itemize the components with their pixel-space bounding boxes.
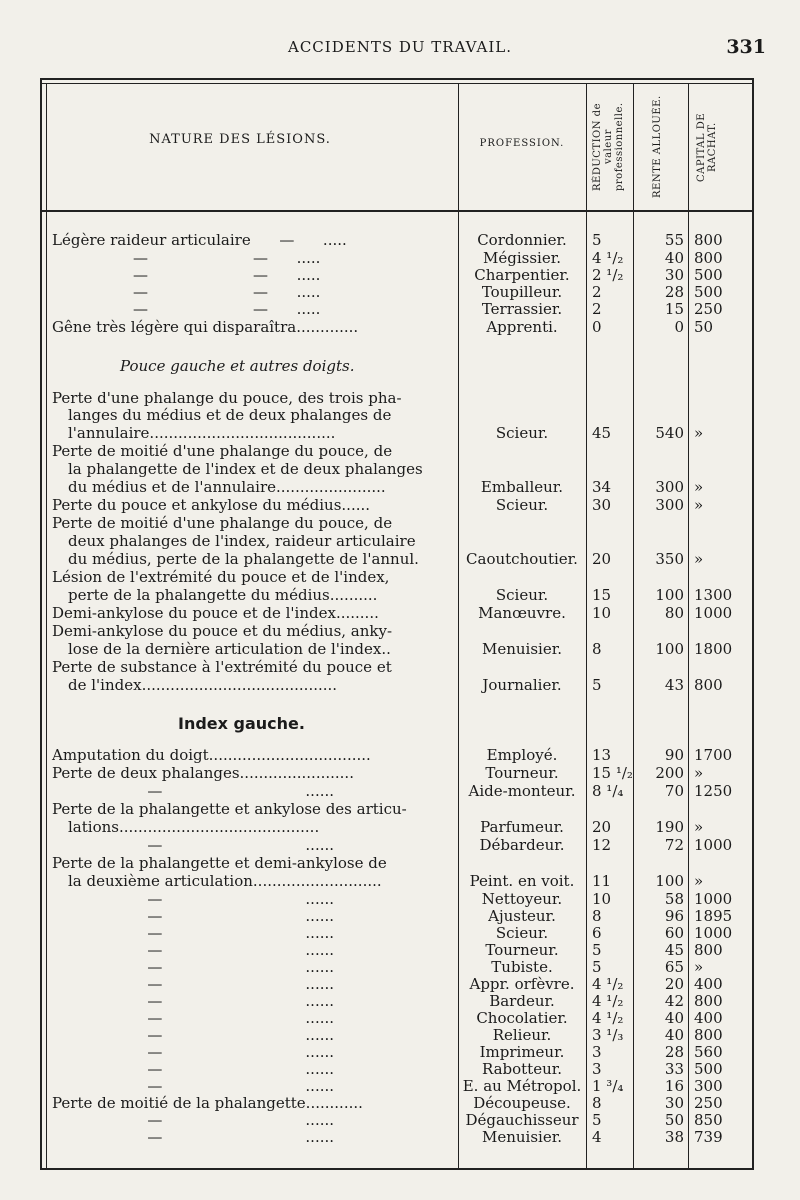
- lesion-text: Perte de moitié de la phalangette............: [52, 1094, 363, 1112]
- capital-cell: 800: [694, 941, 723, 959]
- lesion-text: Perte de deux phalanges........................: [52, 764, 354, 782]
- rente-cell: 20: [664, 975, 684, 993]
- lesion-text: Perte de la phalangette et demi-ankylose de: [52, 854, 387, 872]
- reduction-cell: 30: [592, 496, 612, 514]
- capital-cell: 1800: [694, 640, 733, 658]
- column-header-reduction: RÉDUCTION de valeur professionnelle.: [592, 102, 625, 192]
- capital-cell: 800: [694, 1026, 723, 1044]
- profession-cell: Caoutchoutier.: [466, 550, 578, 568]
- profession-cell: Chocolatier.: [476, 1009, 568, 1027]
- lesion-text: perte de la phalangette du médius..........: [68, 586, 378, 604]
- running-title: ACCIDENTS DU TRAVAIL.: [288, 38, 512, 56]
- reduction-cell: 0: [592, 318, 602, 336]
- lesion-text: — ......: [52, 992, 335, 1010]
- column-rule-profession: [586, 83, 587, 1168]
- capital-cell: »: [694, 478, 704, 496]
- column-rule-nature: [458, 83, 459, 1168]
- capital-cell: »: [694, 424, 704, 442]
- profession-cell: Terrassier.: [481, 300, 563, 318]
- profession-cell: Scieur.: [495, 586, 549, 604]
- capital-cell: 1300: [694, 586, 733, 604]
- lesion-text: — ......: [52, 1077, 335, 1095]
- capital-cell: 1700: [694, 746, 733, 764]
- lesion-text: Demi-ankylose du pouce et du médius, anky-: [52, 622, 393, 640]
- lesion-text: — ......: [52, 1043, 335, 1061]
- rente-cell: 45: [664, 941, 684, 959]
- reduction-cell: 11: [592, 872, 612, 890]
- profession-cell: Nettoyeur.: [481, 890, 563, 908]
- profession-cell: Employé.: [486, 746, 558, 764]
- lesion-text: Lésion de l'extrémité du pouce et de l'index,: [52, 568, 390, 586]
- capital-cell: »: [694, 958, 704, 976]
- rente-cell: 540: [655, 424, 684, 442]
- reduction-cell: 1 ³/₄: [592, 1077, 624, 1095]
- capital-cell: »: [694, 496, 704, 514]
- reduction-cell: 13: [592, 746, 612, 764]
- lesion-text: — ......: [52, 907, 335, 925]
- lesion-text: Gêne très légère qui disparaîtra.............: [52, 318, 359, 336]
- capital-cell: »: [694, 872, 704, 890]
- profession-cell: Tourneur.: [485, 764, 559, 782]
- column-header-nature: NATURE DES LÉSIONS.: [149, 132, 331, 147]
- rente-cell: 300: [655, 496, 684, 514]
- column-header-rente: RENTE ALLOUÉE.: [652, 95, 663, 199]
- profession-cell: Relieur.: [492, 1026, 552, 1044]
- profession-cell: Aide-monteur.: [468, 782, 576, 800]
- lesion-text: — ......: [52, 836, 335, 854]
- reduction-cell: 4: [592, 1128, 602, 1146]
- capital-cell: »: [694, 818, 704, 836]
- profession-cell: Menuisier.: [481, 640, 563, 658]
- lesion-text: Perte de substance à l'extrémité du pouce et: [52, 658, 392, 676]
- rente-cell: 100: [655, 640, 684, 658]
- profession-cell: Tubiste.: [491, 958, 553, 976]
- capital-cell: 400: [694, 1009, 723, 1027]
- reduction-cell: 45: [592, 424, 612, 442]
- reduction-cell: 10: [592, 604, 612, 622]
- profession-cell: Rabotteur.: [481, 1060, 563, 1078]
- capital-cell: 560: [694, 1043, 723, 1061]
- profession-cell: Ajusteur.: [488, 907, 556, 925]
- capital-cell: 50: [694, 318, 714, 336]
- rente-cell: 0: [674, 318, 684, 336]
- rente-cell: 16: [664, 1077, 684, 1095]
- column-rule-rente: [688, 83, 689, 1168]
- lesion-text: Perte du pouce et ankylose du médius......: [52, 496, 371, 514]
- profession-cell: Parfumeur.: [480, 818, 564, 836]
- reduction-cell: 10: [592, 890, 612, 908]
- lesion-text: — ......: [52, 975, 335, 993]
- profession-cell: Débardeur.: [479, 836, 565, 854]
- rente-cell: 15: [664, 300, 684, 318]
- section-heading: Pouce gauche et autres doigts.: [120, 357, 355, 375]
- lesion-text: — ......: [52, 1111, 335, 1129]
- reduction-cell: 3 ¹/₃: [592, 1026, 624, 1044]
- lesion-text: deux phalanges de l'index, raideur articulaire: [68, 532, 416, 550]
- rente-cell: 40: [664, 1009, 684, 1027]
- reduction-cell: 4 ¹/₂: [592, 992, 624, 1010]
- rente-cell: 190: [655, 818, 684, 836]
- lesion-text: — ......: [52, 924, 335, 942]
- profession-cell: Imprimeur.: [479, 1043, 565, 1061]
- reduction-cell: 5: [592, 1111, 602, 1129]
- reduction-cell: 3: [592, 1043, 602, 1061]
- profession-cell: Journalier.: [482, 676, 562, 694]
- capital-cell: 800: [694, 249, 723, 267]
- capital-cell: 850: [694, 1111, 723, 1129]
- rente-cell: 28: [664, 283, 684, 301]
- reduction-cell: 6: [592, 924, 602, 942]
- reduction-cell: 4 ¹/₂: [592, 1009, 624, 1027]
- capital-cell: 1000: [694, 890, 733, 908]
- profession-cell: Bardeur.: [489, 992, 555, 1010]
- lesion-text: Perte de moitié d'une phalange du pouce, de: [52, 514, 393, 532]
- section-heading: Index gauche.: [178, 714, 305, 733]
- capital-cell: 800: [694, 676, 723, 694]
- rente-cell: 55: [664, 231, 684, 249]
- reduction-cell: 5: [592, 958, 602, 976]
- rente-cell: 90: [664, 746, 684, 764]
- reduction-cell: 20: [592, 818, 612, 836]
- profession-cell: Dégauchisseur: [465, 1111, 579, 1129]
- reduction-cell: 5: [592, 941, 602, 959]
- capital-cell: 1250: [694, 782, 733, 800]
- lesion-text: la phalangette de l'index et de deux phalanges: [68, 460, 423, 478]
- reduction-cell: 3: [592, 1060, 602, 1078]
- profession-cell: Manœuvre.: [478, 604, 566, 622]
- lesion-text: Demi-ankylose du pouce et de l'index.........: [52, 604, 379, 622]
- lesion-text: lose de la dernière articulation de l'index..: [68, 640, 391, 658]
- lesion-text: Perte d'une phalange du pouce, des trois pha-: [52, 389, 402, 407]
- running-head: [0, 38, 800, 62]
- rente-cell: 33: [664, 1060, 684, 1078]
- profession-cell: Scieur.: [495, 924, 549, 942]
- profession-cell: Emballeur.: [480, 478, 564, 496]
- reduction-cell: 34: [592, 478, 612, 496]
- profession-cell: Tourneur.: [485, 941, 559, 959]
- reduction-cell: 4 ¹/₂: [592, 249, 624, 267]
- profession-cell: Découpeuse.: [473, 1094, 571, 1112]
- lesion-text: — — .....: [52, 266, 321, 284]
- capital-cell: 1000: [694, 836, 733, 854]
- lesion-text: — — .....: [52, 249, 321, 267]
- reduction-cell: 8: [592, 907, 602, 925]
- column-header-capital: CAPITAL DE RACHAT.: [696, 112, 718, 182]
- rente-cell: 100: [655, 586, 684, 604]
- rente-cell: 65: [664, 958, 684, 976]
- lesion-text: — ......: [52, 958, 335, 976]
- reduction-cell: 5: [592, 231, 602, 249]
- rente-cell: 350: [655, 550, 684, 568]
- lesion-text: — — .....: [52, 300, 321, 318]
- rente-cell: 70: [664, 782, 684, 800]
- rente-cell: 80: [664, 604, 684, 622]
- profession-cell: Charpentier.: [474, 266, 570, 284]
- capital-cell: 1895: [694, 907, 733, 925]
- reduction-cell: 8 ¹/₄: [592, 782, 624, 800]
- rente-cell: 38: [664, 1128, 684, 1146]
- capital-cell: »: [694, 764, 704, 782]
- lesion-text: — ......: [52, 1128, 335, 1146]
- profession-cell: Scieur.: [495, 424, 549, 442]
- lesion-text: l'annulaire.......................................: [68, 424, 336, 442]
- capital-cell: 400: [694, 975, 723, 993]
- lesion-text: lations..........................................: [68, 818, 320, 836]
- capital-cell: 300: [694, 1077, 723, 1095]
- profession-cell: Mégissier.: [483, 249, 561, 267]
- reduction-cell: 15: [592, 586, 612, 604]
- capital-cell: 1000: [694, 924, 733, 942]
- profession-cell: Cordonnier.: [477, 231, 567, 249]
- lesion-text: Perte de moitié d'une phalange du pouce, de: [52, 442, 393, 460]
- profession-cell: Apprenti.: [486, 318, 558, 336]
- lesion-text: — ......: [52, 890, 335, 908]
- profession-cell: Menuisier.: [481, 1128, 563, 1146]
- reduction-cell: 8: [592, 1094, 602, 1112]
- lesion-text: — ......: [52, 782, 335, 800]
- profession-cell: Scieur.: [495, 496, 549, 514]
- lesion-text: du médius et de l'annulaire.......................: [68, 478, 386, 496]
- lesion-text: langes du médius et de deux phalanges de: [68, 406, 392, 424]
- lesion-text: Perte de la phalangette et ankylose des articu-: [52, 800, 407, 818]
- lesion-text: — ......: [52, 1060, 335, 1078]
- rente-cell: 30: [664, 1094, 684, 1112]
- profession-cell: Toupilleur.: [481, 283, 563, 301]
- column-rule-reduction: [633, 83, 634, 1168]
- rente-cell: 96: [664, 907, 684, 925]
- rente-cell: 100: [655, 872, 684, 890]
- reduction-cell: 20: [592, 550, 612, 568]
- lesion-text: la deuxième articulation...........................: [68, 872, 382, 890]
- capital-cell: 500: [694, 266, 723, 284]
- lesion-text: du médius, perte de la phalangette de l'annul.: [68, 550, 419, 568]
- profession-cell: Appr. orfèvre.: [469, 975, 575, 993]
- lesion-text: — ......: [52, 941, 335, 959]
- reduction-cell: 12: [592, 836, 612, 854]
- capital-cell: »: [694, 550, 704, 568]
- profession-cell: Peint. en voit.: [469, 872, 575, 890]
- reduction-cell: 2: [592, 283, 602, 301]
- inner-left-rule: [46, 83, 47, 1168]
- reduction-cell: 4 ¹/₂: [592, 975, 624, 993]
- rente-cell: 30: [664, 266, 684, 284]
- column-header-profession: PROFESSION.: [479, 138, 565, 149]
- rente-cell: 50: [664, 1111, 684, 1129]
- reduction-cell: 5: [592, 676, 602, 694]
- capital-cell: 800: [694, 231, 723, 249]
- lesion-text: de l'index.........................................: [68, 676, 338, 694]
- lesion-text: — ......: [52, 1026, 335, 1044]
- rente-cell: 42: [664, 992, 684, 1010]
- rente-cell: 28: [664, 1043, 684, 1061]
- rente-cell: 200: [655, 764, 684, 782]
- reduction-cell: 2 ¹/₂: [592, 266, 624, 284]
- rente-cell: 58: [664, 890, 684, 908]
- rente-cell: 72: [664, 836, 684, 854]
- lesion-text: Amputation du doigt..................................: [52, 746, 371, 764]
- lesion-text: Légère raideur articulaire — .....: [52, 231, 347, 249]
- rente-cell: 40: [664, 1026, 684, 1044]
- capital-cell: 500: [694, 283, 723, 301]
- reduction-cell: 2: [592, 300, 602, 318]
- rente-cell: 300: [655, 478, 684, 496]
- profession-cell: E. au Métropol.: [462, 1077, 582, 1095]
- rente-cell: 40: [664, 249, 684, 267]
- lesion-text: — ......: [52, 1009, 335, 1027]
- table-inner-rule: [40, 83, 754, 84]
- reduction-cell: 8: [592, 640, 602, 658]
- capital-cell: 250: [694, 1094, 723, 1112]
- capital-cell: 739: [694, 1128, 723, 1146]
- rente-cell: 43: [664, 676, 684, 694]
- capital-cell: 1000: [694, 604, 733, 622]
- capital-cell: 800: [694, 992, 723, 1010]
- reduction-cell: 15 ¹/₂: [592, 764, 633, 782]
- header-rule: [40, 210, 754, 212]
- rente-cell: 60: [664, 924, 684, 942]
- page-number: 331: [726, 36, 766, 58]
- lesion-text: — — .....: [52, 283, 321, 301]
- capital-cell: 500: [694, 1060, 723, 1078]
- capital-cell: 250: [694, 300, 723, 318]
